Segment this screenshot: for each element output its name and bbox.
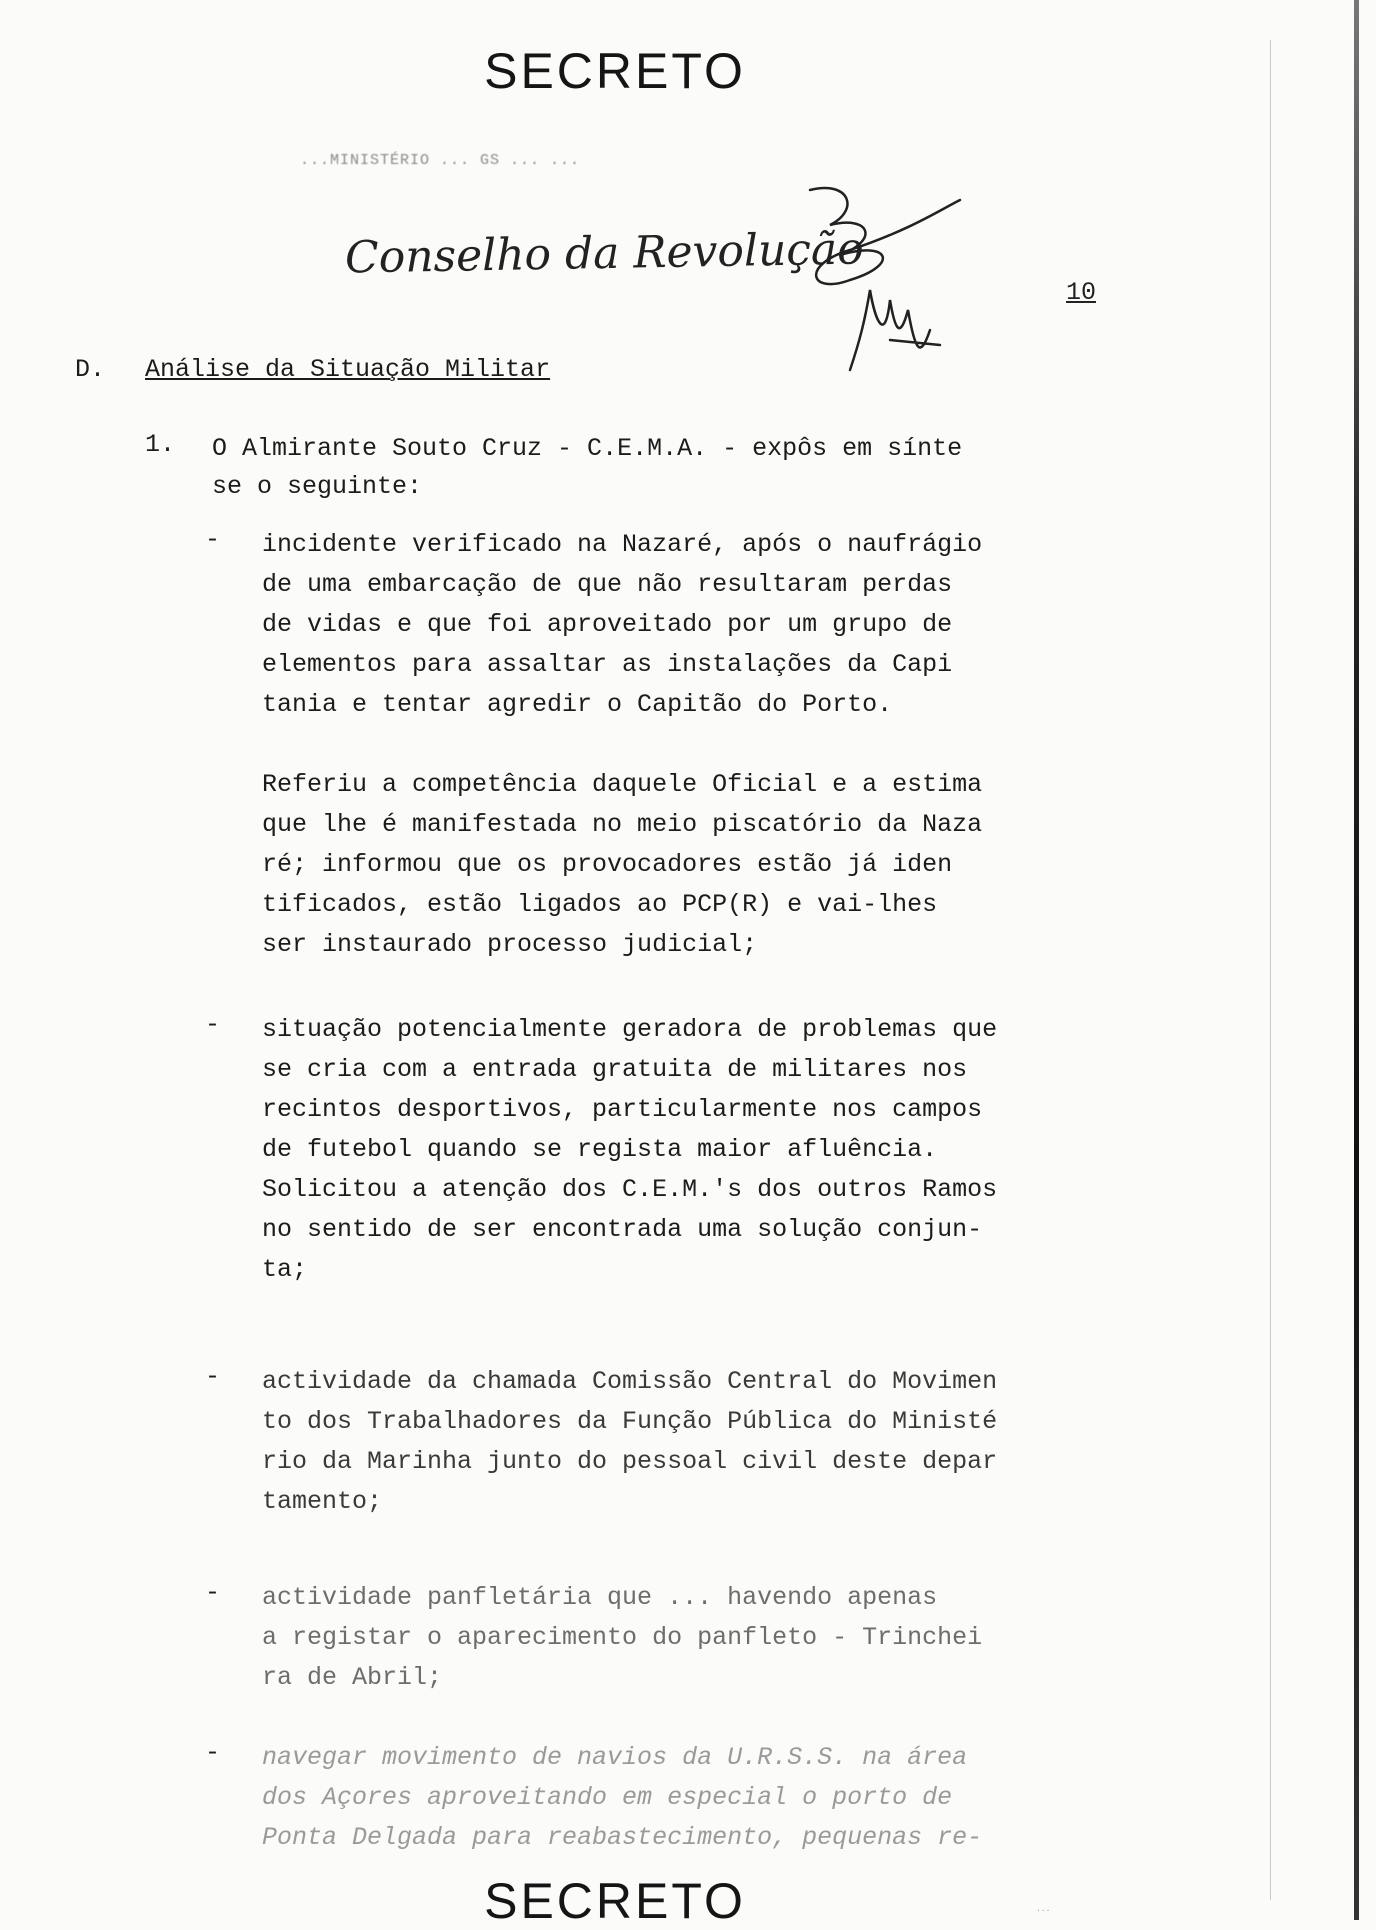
list-item-public-workers: actividade da chamada Comissão Central do Movimen to dos Trabalhadores da Função Pública do Ministé rio da Marinha junto do pessoal civil deste depar tamento; xyxy=(262,1367,998,1516)
bullet-dash: - xyxy=(205,525,221,554)
bullet-dash: - xyxy=(205,1362,221,1391)
handwritten-signature xyxy=(790,170,990,390)
bullet-dash: - xyxy=(205,1010,221,1039)
faded-stamp: ...MINISTÉRIO ... GS ... ... xyxy=(300,152,581,169)
letterhead: Conselho da Revolução xyxy=(344,223,865,284)
classification-footer: SECRETO xyxy=(484,1873,746,1929)
classification-header: SECRETO xyxy=(484,43,746,99)
paragraph-intro: O Almirante Souto Cruz - C.E.M.A. - expôs em sínte se o seguinte: xyxy=(212,434,963,501)
footer-code: ... xyxy=(1036,1905,1051,1914)
bullet-dash: - xyxy=(205,1738,221,1767)
list-item-sports-venues: situação potencialmente geradora de problemas que se cria com a entrada gratuita de militares nos recintos desportivos, particularmente nos campos de futebol quando se regista maior afluência. Solicitou a atenção dos C.E.M.'s dos outros Ramos no sentido de ser encontrada uma solução conjun- ta; xyxy=(262,1015,998,1284)
list-item-pamphlets: actividade panfletária que ... havendo apenas a registar o aparecimento do panfleto - Trinchei ra de Abril; xyxy=(262,1583,983,1692)
section-title: Análise da Situação Militar xyxy=(145,355,551,384)
page-number: 10 xyxy=(1066,278,1097,307)
scan-border xyxy=(1354,0,1359,1920)
list-item-ussr-ships: navegar movimento de navios da U.R.S.S. na área dos Açores aproveitando em especial o porto de Ponta Delgada para reabastecimento, pequenas re- xyxy=(262,1743,983,1852)
paragraph-number: 1. xyxy=(145,430,176,459)
bullet-dash: - xyxy=(205,1578,221,1607)
section-letter: D. xyxy=(75,355,106,384)
page-edge-line xyxy=(1270,40,1271,1900)
list-item-nazare-incident: incidente verificado na Nazaré, após o naufrágio de uma embarcação de que não resultaram perdas de vidas e que foi aproveitado por um grupo de elementos para assaltar as instalações da Capi tania e tentar agredir o Capitão do Porto. xyxy=(262,530,983,719)
list-item-nazare-detail: Referiu a competência daquele Oficial e a estima que lhe é manifestada no meio piscatório da Naza ré; informou que os provocadores estão já iden tificados, estão ligados ao PCP(R) e vai-lhes ser instaurado processo judicial; xyxy=(262,770,983,959)
